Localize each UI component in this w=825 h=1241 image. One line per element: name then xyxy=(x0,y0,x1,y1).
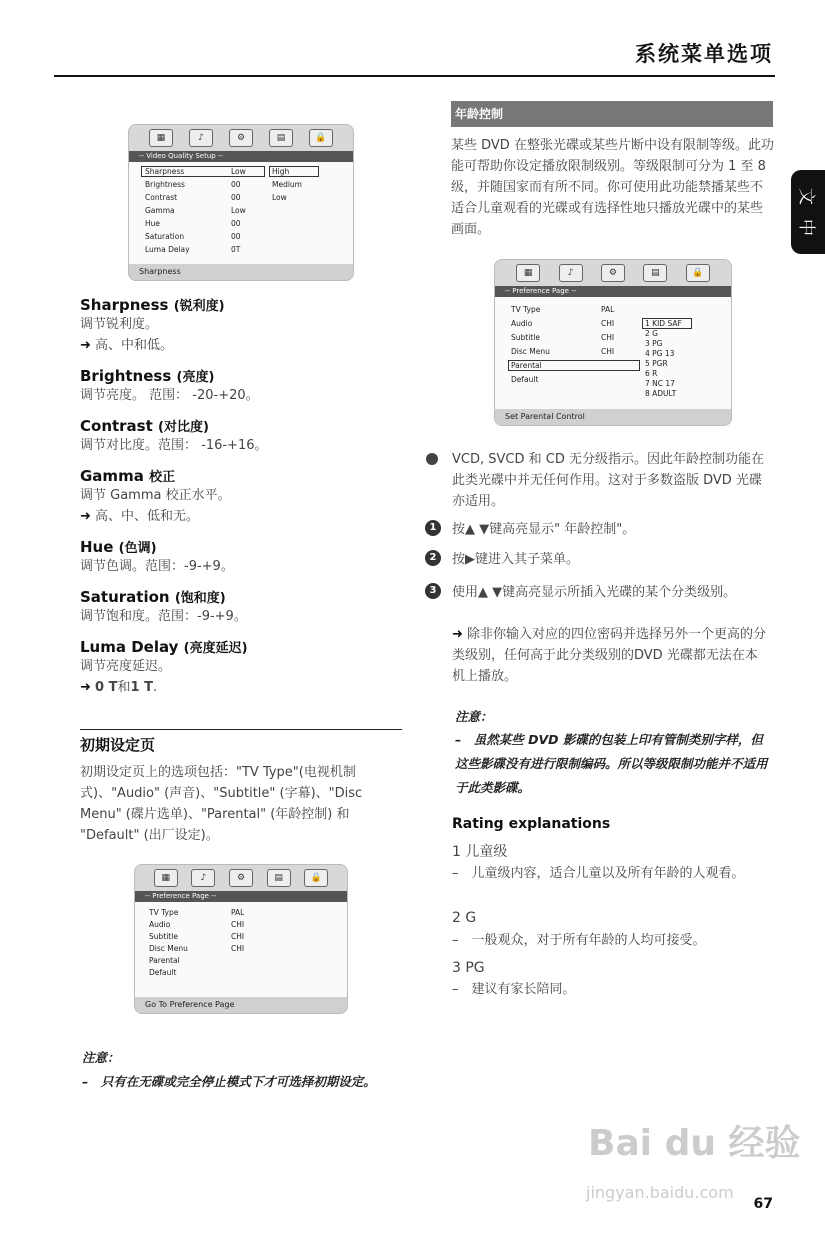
rating-explanations-title: Rating explanations xyxy=(452,816,611,832)
menu-row-value: Low xyxy=(231,167,246,176)
rating-level: 7 NC 17 xyxy=(645,379,675,388)
step-3-text: 使用▲ ▼键高亮显示所插入光碟的某个分类级别。 xyxy=(452,585,737,600)
video-quality-menu-screenshot xyxy=(128,124,354,281)
sharpness-heading xyxy=(80,295,400,314)
heading-en: Sharpness xyxy=(80,296,169,314)
parental-menu-screenshot xyxy=(494,259,732,426)
heading-cn: (饱和度) xyxy=(174,591,226,606)
gamma-heading xyxy=(80,466,400,485)
menu-row-label: Sharpness xyxy=(145,167,185,176)
step-1-text: 按▲ ▼键高亮显示" 年龄控制"。 xyxy=(452,522,636,537)
rating-1: 1 儿童级 xyxy=(452,844,508,860)
contrast-heading xyxy=(80,416,400,435)
menu-row-label: Subtitle xyxy=(149,932,178,941)
heading-en: Contrast xyxy=(80,417,153,435)
menu-option: Low xyxy=(272,193,287,202)
options-text: 高、中和低。 xyxy=(95,338,174,353)
menu-icon-row xyxy=(495,260,731,286)
initial-setup-title: 初期设定页 xyxy=(80,736,156,754)
menu-row-label: Brightness xyxy=(145,180,185,189)
bullet-dot-icon xyxy=(426,453,438,465)
opt-mid: 和 xyxy=(117,680,131,695)
menu-row-label: Disc Menu xyxy=(149,944,188,953)
menu-body xyxy=(135,902,347,997)
step-1-icon: 1 xyxy=(425,520,441,536)
menu-body xyxy=(129,162,353,264)
parental-control-bar: 年龄控制 xyxy=(451,101,773,127)
contrast-desc: 调节对比度。范围： -16-+16。 xyxy=(80,438,268,453)
menu-bar: -- Video Quality Setup -- xyxy=(129,151,353,162)
heading-cn: (亮度延迟) xyxy=(183,641,248,656)
lock-icon: 🔒 xyxy=(686,264,710,282)
rating-1-desc: – 儿童级内容，适合儿童以及所有年龄的人观看。 xyxy=(452,866,745,881)
menu-body xyxy=(495,297,731,409)
arrow-icon: ➜ xyxy=(452,627,463,642)
menu-icon-row xyxy=(135,865,347,891)
rating-3: 3 PG xyxy=(452,960,485,976)
right-note-label: 注意： xyxy=(455,709,493,724)
left-column xyxy=(80,295,400,698)
audio-icon: ♪ xyxy=(191,869,215,887)
rating-level: 3 PG xyxy=(645,339,663,348)
options-text: 高、中、低和无。 xyxy=(95,509,200,524)
opt-end: . xyxy=(152,680,158,695)
section-rule xyxy=(80,729,402,730)
menu-row-value: CHI xyxy=(601,319,615,328)
rating-icon: ▤ xyxy=(643,264,667,282)
luma-heading xyxy=(80,637,400,656)
menu-row-label: Audio xyxy=(149,920,171,929)
menu-row-label: Default xyxy=(149,968,177,977)
arrow-icon: ➜ xyxy=(80,338,91,353)
saturation-desc: 调节饱和度。范围：-9-+9。 xyxy=(80,609,247,624)
menu-row-value: 00 xyxy=(231,219,241,228)
menu-option: Medium xyxy=(272,180,302,189)
luma-desc: 调节亮度延迟。 xyxy=(80,659,172,674)
initial-setup-desc: 初期设定页上的选项包括："TV Type"(电视机制式)、"Audio" (声音)、"Subtitle" (字幕)、"Disc Menu" (碟片选单)、"Parental" (年龄控制) 和 "Default" (出厂设定)。 xyxy=(80,765,363,843)
menu-row-value: PAL xyxy=(601,305,615,314)
preference-icon: ⚙ xyxy=(229,129,253,147)
page-number: 67 xyxy=(753,1196,773,1212)
arrow-icon: ➜ xyxy=(80,509,91,524)
opt-b: 1 T xyxy=(130,680,153,695)
rating-level: 4 PG 13 xyxy=(645,349,675,358)
parental-intro: 某些 DVD 在整张光碟或某些片断中设有限制等级。此功能可帮助你设定播放限制级别。等级限制可分为 1 至 8 级，并随国家而有所不同。你可使用此功能禁播某些不适合儿童观看的光碟或有选择性地只播放光碟中的某些画面。 xyxy=(451,138,774,237)
brightness-heading xyxy=(80,366,400,385)
side-tab-char-2: 中 xyxy=(795,219,816,236)
step-3-result-text: 除非你输入对应的四位密码并选择另外一个更高的分类级别，任何高于此分类级别的DVD 光碟都无法在本机上播放。 xyxy=(452,627,767,684)
header-rule xyxy=(54,75,775,77)
left-note-text: – 只有在无碟或完全停止模式下才可选择初期设定。 xyxy=(82,1074,376,1089)
menu-footer: Go To Preference Page xyxy=(135,997,347,1013)
rating-level: 8 ADULT xyxy=(645,389,677,398)
menu-row-value: CHI xyxy=(231,944,245,953)
menu-row-label: TV Type xyxy=(511,305,541,314)
rating-2: 2 G xyxy=(452,910,477,926)
right-note-text: – 虽然某些 DVD 影碟的包装上印有管制类别字样，但这些影碟没有进行限制编码。所以等级限制功能并不适用于此类影碟。 xyxy=(455,732,768,795)
preference-icon: ⚙ xyxy=(229,869,253,887)
video-icon: ▦ xyxy=(516,264,540,282)
heading-cn: (亮度) xyxy=(176,370,215,385)
lock-icon: 🔒 xyxy=(309,129,333,147)
menu-option: High xyxy=(272,167,290,176)
menu-row-value: CHI xyxy=(601,333,615,342)
step-2-icon: 2 xyxy=(425,550,441,566)
rating-level: 1 KID SAF xyxy=(645,319,682,328)
saturation-heading xyxy=(80,587,400,606)
menu-icon-row xyxy=(129,125,353,151)
arrow-icon: ➜ xyxy=(80,680,91,695)
audio-icon: ♪ xyxy=(559,264,583,282)
rating-level: 6 R xyxy=(645,369,658,378)
step-2-text: 按▶键进入其子菜单。 xyxy=(452,552,579,567)
heading-en: Saturation xyxy=(80,588,170,606)
preference-icon: ⚙ xyxy=(601,264,625,282)
menu-row-value: CHI xyxy=(231,920,245,929)
preference-menu-screenshot xyxy=(134,864,348,1014)
menu-row-label: Parental xyxy=(149,956,180,965)
menu-row-value: PAL xyxy=(231,908,245,917)
step-3-result xyxy=(452,624,770,687)
rating-level: 5 PGR xyxy=(645,359,668,368)
heading-cn: (色调) xyxy=(118,541,157,556)
menu-row-label: Default xyxy=(511,375,539,384)
menu-row-value: 00 xyxy=(231,180,241,189)
vcd-note: VCD, SVCD 和 CD 无分级指示。因此年龄控制功能在此类光碟中并无任何作用。这对于多数盗版 DVD 光碟亦适用。 xyxy=(452,452,764,509)
menu-row-label: Saturation xyxy=(145,232,185,241)
menu-footer: Set Parental Control xyxy=(495,409,731,425)
luma-options xyxy=(80,677,400,698)
heading-en: Luma Delay xyxy=(80,638,179,656)
menu-footer: Sharpness xyxy=(129,264,353,280)
heading-cn: (锐利度) xyxy=(173,299,225,314)
gamma-options xyxy=(80,506,400,527)
hue-heading xyxy=(80,537,400,556)
gamma-desc: 调节 Gamma 校正水平。 xyxy=(80,488,231,503)
menu-row-label: Disc Menu xyxy=(511,347,550,356)
language-side-tab xyxy=(791,170,825,254)
menu-row-label: Subtitle xyxy=(511,333,540,342)
menu-row-value: 0T xyxy=(231,245,241,254)
baidu-watermark-url: jingyan.baidu.com xyxy=(586,1183,734,1202)
menu-row-label: Gamma xyxy=(145,206,175,215)
menu-row-label: Audio xyxy=(511,319,533,328)
menu-row-value: CHI xyxy=(231,932,245,941)
menu-row-label: TV Type xyxy=(149,908,179,917)
menu-row-label: Contrast xyxy=(145,193,178,202)
lock-icon: 🔒 xyxy=(304,869,328,887)
rating-3-desc: – 建议有家长陪同。 xyxy=(452,982,576,997)
rating-icon: ▤ xyxy=(267,869,291,887)
menu-row-value: Low xyxy=(231,206,246,215)
left-note-label: 注意： xyxy=(82,1050,120,1065)
video-icon: ▦ xyxy=(149,129,173,147)
sharpness-options xyxy=(80,335,400,356)
audio-icon: ♪ xyxy=(189,129,213,147)
heading-cn: 校正 xyxy=(149,470,176,485)
menu-row-label: Luma Delay xyxy=(145,245,190,254)
video-icon: ▦ xyxy=(154,869,178,887)
hue-desc: 调节色调。范围：-9-+9。 xyxy=(80,559,234,574)
heading-en: Hue xyxy=(80,538,114,556)
menu-row-value: CHI xyxy=(601,347,615,356)
opt-a: 0 T xyxy=(95,680,118,695)
menu-row-label: Hue xyxy=(145,219,161,228)
rating-level: 2 G xyxy=(645,329,658,338)
side-tab-char-1: 文 xyxy=(795,188,816,205)
heading-cn: (对比度) xyxy=(158,420,209,435)
page-header-title: 系统菜单选项 xyxy=(635,42,773,66)
baidu-watermark: Bai du 经验 xyxy=(588,1123,801,1164)
brightness-desc: 调节亮度。 范围： -20-+20。 xyxy=(80,388,259,403)
menu-row-label: Parental xyxy=(511,361,542,370)
menu-bar: -- Preference Page -- xyxy=(495,286,731,297)
rating-icon: ▤ xyxy=(269,129,293,147)
step-3-icon: 3 xyxy=(425,583,441,599)
menu-row-value: 00 xyxy=(231,232,241,241)
heading-en: Gamma xyxy=(80,467,144,485)
rating-2-desc: – 一般观众，对于所有年龄的人均可接受。 xyxy=(452,933,706,948)
menu-bar: -- Preference Page -- xyxy=(135,891,347,902)
sharpness-desc: 调节锐利度。 xyxy=(80,317,159,332)
menu-row-value: 00 xyxy=(231,193,241,202)
heading-en: Brightness xyxy=(80,367,172,385)
